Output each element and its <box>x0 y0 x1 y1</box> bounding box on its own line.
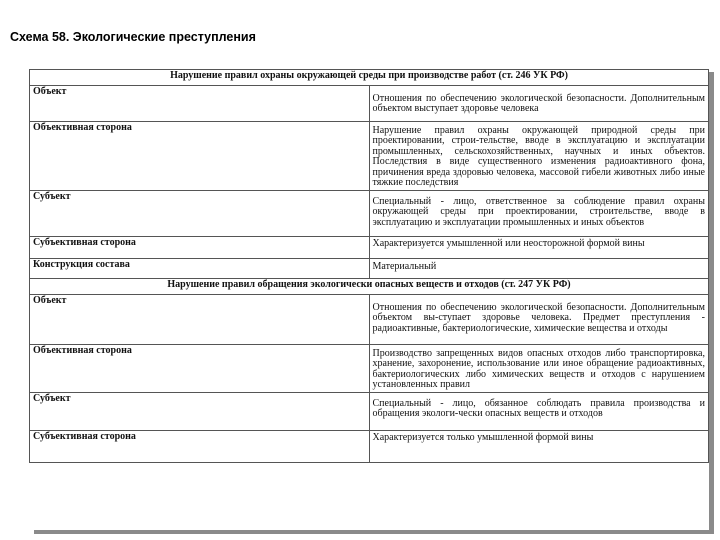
row-text: Производство запрещенных видов опасных отходов либо транспортировка, хранение, захоронение, использование или иное обращение радиоактивных, бактериологических либо химических веществ и отходов с нарушением установленных правил <box>369 344 709 392</box>
row-label: Объективная сторона <box>30 121 370 190</box>
section-heading: Нарушение правил обращения экологически опасных веществ и отходов (ст. 247 УК РФ) <box>30 279 709 295</box>
scheme-table-art-247 <box>29 278 709 463</box>
row-label: Объект <box>30 294 370 344</box>
row-text: Характеризуется только умышленной формой вины <box>369 430 709 462</box>
table-row <box>30 190 709 236</box>
row-label: Субъект <box>30 392 370 430</box>
table-row <box>30 258 709 279</box>
row-text: Отношения по обеспечению экологической безопасности. Дополнительным объектом вы-ступает здоровье человека. Предмет преступления - радиоактивные, бактериологические, химические вещества и отходы <box>369 294 709 344</box>
row-text: Специальный - лицо, ответственное за соблюдение правил охраны окружающей среды при проектировании, строительстве, вводе в эксплуатацию и эксплуатации промышленных и иных объектов <box>369 190 709 236</box>
table-row <box>30 392 709 430</box>
row-text: Материальный <box>369 258 709 279</box>
page-title: Схема 58. Экологические преступления <box>10 30 256 44</box>
table-row <box>30 121 709 190</box>
scheme-table-art-246 <box>29 69 709 280</box>
row-label: Субъективная сторона <box>30 430 370 462</box>
document-shadow-bottom <box>34 530 714 534</box>
table-row <box>30 85 709 121</box>
row-label: Субъективная сторона <box>30 236 370 258</box>
row-text: Отношения по обеспечению экологической безопасности. Дополнительным объектом выступает здоровье человека <box>369 85 709 121</box>
document-shadow-right <box>709 72 714 534</box>
row-label: Объект <box>30 85 370 121</box>
table-row <box>30 236 709 258</box>
row-label: Конструкция состава <box>30 258 370 279</box>
section-heading: Нарушение правил охраны окружающей среды при производстве работ (ст. 246 УК РФ) <box>30 70 709 86</box>
table-row <box>30 294 709 344</box>
row-label: Объективная сторона <box>30 344 370 392</box>
row-label: Субъект <box>30 190 370 236</box>
table-row <box>30 430 709 462</box>
row-text: Нарушение правил охраны окружающей природной среды при проектировании, строи-тельстве, вводе в эксплуатацию и эксплуатации промышленных, сельскохозяйственных, научных и иных объектов. Последствия в виде существенного изменения радиоактивного фона, причинения вреда здоровью человека, массовой гибели животных либо иные тяжкие последствия <box>369 121 709 190</box>
row-text: Специальный - лицо, обязанное соблюдать правила производства и обращения экологи-чески опасных веществ и отходов <box>369 392 709 430</box>
row-text: Характеризуется умышленной или неосторожной формой вины <box>369 236 709 258</box>
table-row <box>30 344 709 392</box>
